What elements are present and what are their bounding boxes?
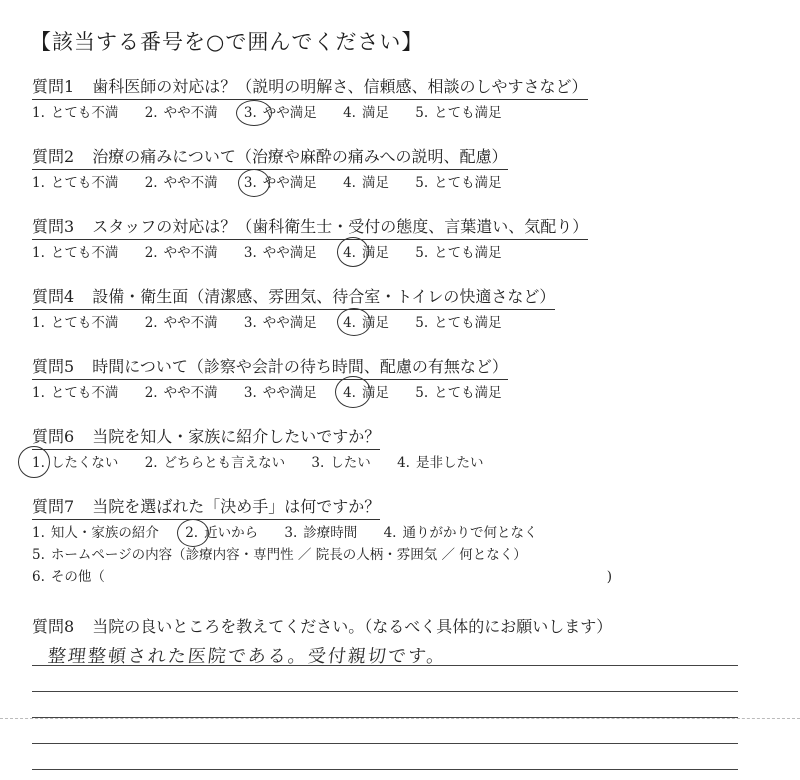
question-2-header <box>32 146 508 170</box>
question-number: 質問3 <box>32 217 75 236</box>
question-text: 歯科医師の対応は？（説明の明解さ、信頼感、相談のしやすさなど） <box>92 77 588 96</box>
question-4-options <box>32 312 672 334</box>
question-4 <box>32 286 672 334</box>
question-number: 質問5 <box>32 357 75 376</box>
question-number: 質問1 <box>32 77 75 96</box>
question-6 <box>32 426 672 474</box>
option-1[interactable]: 1. 知人・家族の紹介 <box>32 525 159 541</box>
option-5[interactable]: 5. とても満足 <box>415 175 502 191</box>
question-number: 質問7 <box>32 497 75 516</box>
option-1[interactable]: 1. とても不満 <box>32 105 119 121</box>
question-text: 当院の良いところを教えてください。（なるべく具体的にお願いします） <box>92 617 613 636</box>
question-7-header <box>32 496 380 520</box>
option-2[interactable]: 2. やや不満 <box>144 175 218 191</box>
question-text: 当院を知人・家族に紹介したいですか？ <box>92 427 381 446</box>
option-5[interactable]: 5. ホームページの内容（診療内容・専門性 ／ 院長の人柄・雰囲気 ／ 何となく） <box>32 547 527 563</box>
handwritten-answer: 整理整頓された医院である。受付親切です。 <box>46 646 448 667</box>
question-3 <box>32 216 672 264</box>
option-3[interactable]: 3. やや満足 <box>243 385 317 401</box>
question-7-options-row3 <box>32 566 612 588</box>
question-8-header <box>32 616 612 639</box>
option-3[interactable]: 3. 診療時間 <box>284 525 358 541</box>
question-1-header <box>32 76 588 100</box>
option-5[interactable]: 5. とても満足 <box>415 385 502 401</box>
question-5-header <box>32 356 508 380</box>
option-5[interactable]: 5. とても満足 <box>415 105 502 121</box>
question-1-options <box>32 102 672 124</box>
other-close-paren: ) <box>606 569 612 585</box>
question-6-options <box>32 452 672 474</box>
option-3[interactable]: 3. やや満足 <box>243 315 317 331</box>
option-3-selected[interactable]: 3. やや満足 <box>244 172 317 194</box>
page-fold-line <box>0 718 800 719</box>
option-6[interactable]: 6. その他（ <box>32 569 105 585</box>
option-3[interactable]: 3. したい <box>311 455 371 471</box>
question-8 <box>32 616 738 639</box>
question-number: 質問2 <box>32 147 75 166</box>
answer-line <box>32 692 738 718</box>
option-1[interactable]: 1. とても不満 <box>32 385 119 401</box>
answer-line <box>32 718 738 744</box>
option-4-selected[interactable]: 4. 満足 <box>343 242 389 264</box>
question-3-header <box>32 216 588 240</box>
question-text: スタッフの対応は？（歯科衛生士・受付の態度、言葉遣い、気配り） <box>92 217 589 236</box>
question-2 <box>32 146 672 194</box>
option-4[interactable]: 4. 通りがかりで何となく <box>383 525 538 541</box>
option-4[interactable]: 4. 満足 <box>343 105 389 121</box>
question-number: 質問4 <box>32 287 75 306</box>
option-2[interactable]: 2. やや不満 <box>144 245 218 261</box>
option-2[interactable]: 2. どちらとも言えない <box>144 455 286 471</box>
option-1[interactable]: 1. とても不満 <box>32 245 119 261</box>
option-1[interactable]: 1. とても不満 <box>32 315 119 331</box>
option-1[interactable]: 1. とても不満 <box>32 175 119 191</box>
question-text: 治療の痛みについて（治療や麻酔の痛みへの説明、配慮） <box>92 147 508 166</box>
option-4[interactable]: 4. 是非したい <box>397 455 484 471</box>
question-1 <box>32 76 672 124</box>
question-5 <box>32 356 672 404</box>
answer-line <box>32 666 738 692</box>
question-7-options-row1 <box>32 522 672 544</box>
option-3-selected[interactable]: 3. やや満足 <box>244 102 317 124</box>
answer-line <box>32 744 738 770</box>
question-4-header <box>32 286 555 310</box>
question-text: 設備・衛生面（清潔感、雰囲気、待合室・トイレの快適さなど） <box>92 287 556 306</box>
question-7-options-row2 <box>32 544 672 566</box>
question-number: 質問8 <box>32 617 75 636</box>
option-2[interactable]: 2. やや不満 <box>144 385 218 401</box>
option-3[interactable]: 3. やや満足 <box>243 245 317 261</box>
option-2-selected[interactable]: 2. 近いから <box>185 522 258 544</box>
option-5[interactable]: 5. とても満足 <box>415 315 502 331</box>
question-3-options <box>32 242 672 264</box>
question-text: 当院を選ばれた「決め手」は何ですか？ <box>92 497 381 516</box>
option-4[interactable]: 4. 満足 <box>343 175 389 191</box>
question-7 <box>32 496 672 588</box>
question-6-header <box>32 426 380 450</box>
option-4-selected[interactable]: 4. 満足 <box>343 312 389 334</box>
question-number: 質問6 <box>32 427 75 446</box>
option-2[interactable]: 2. やや不満 <box>144 315 218 331</box>
option-4-selected[interactable]: 4. 満足 <box>343 382 389 404</box>
question-2-options <box>32 172 672 194</box>
page-title: 【該当する番号を○で囲んでください】 <box>30 30 424 54</box>
question-text: 時間について（診察や会計の待ち時間、配慮の有無など） <box>92 357 508 376</box>
option-1-selected[interactable]: 1. したくない <box>32 452 118 474</box>
option-2[interactable]: 2. やや不満 <box>144 105 218 121</box>
question-5-options <box>32 382 672 404</box>
option-5[interactable]: 5. とても満足 <box>415 245 502 261</box>
